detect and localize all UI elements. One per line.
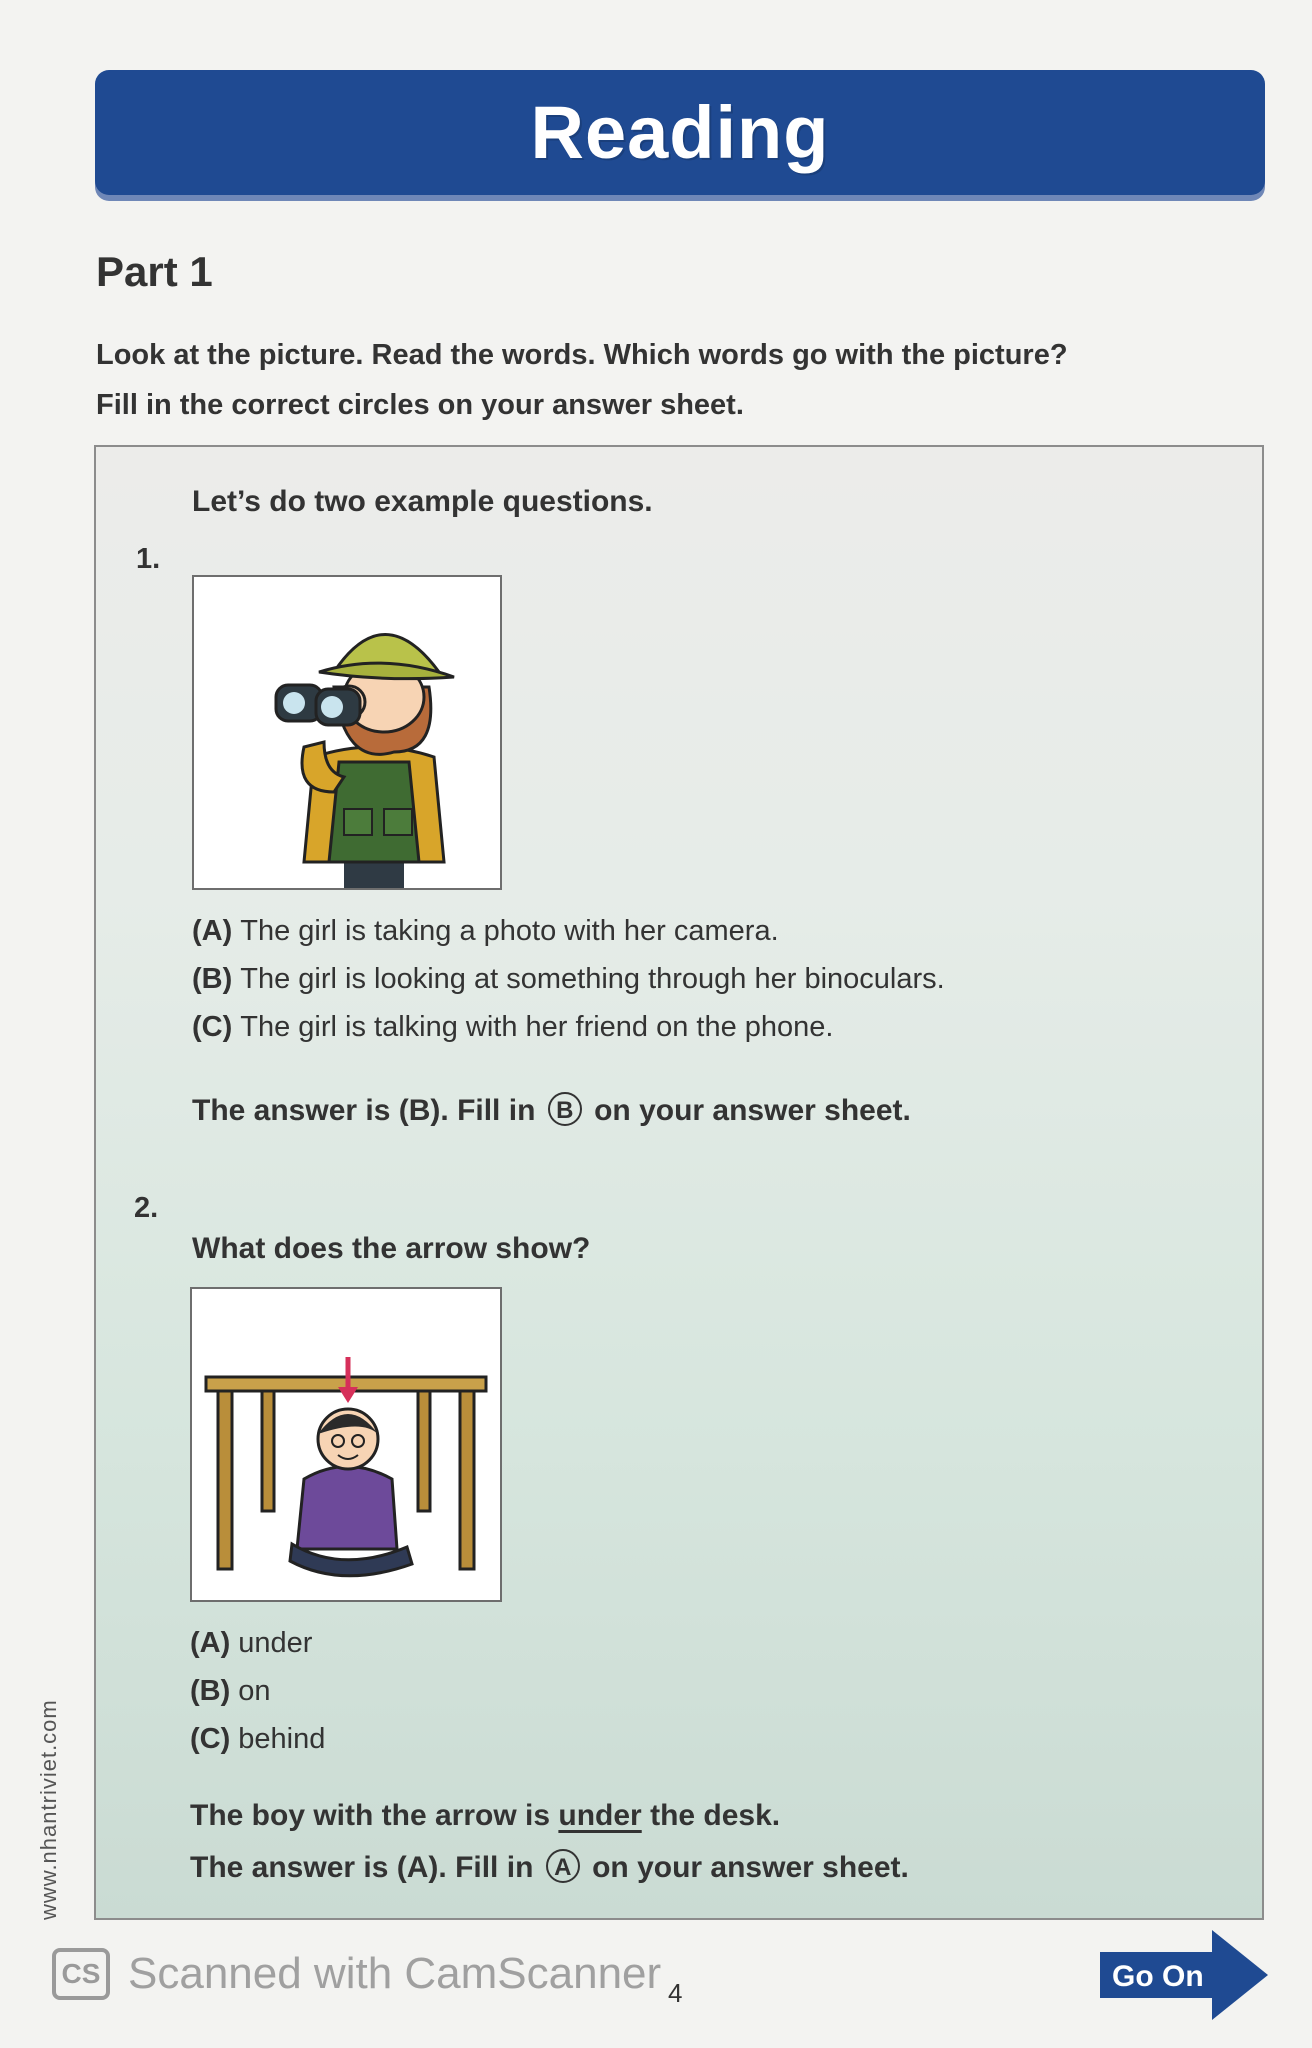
circled-letter-b: B [548,1092,582,1126]
circled-letter-a: A [546,1849,580,1883]
camscanner-logo-icon: CS [52,1948,110,2000]
question-2-options [190,1619,325,1763]
question-1-answer: The answer is (B). Fill in B on your answer sheet. [192,1094,911,1127]
question-1-options [192,907,945,1051]
question-2-prompt: What does the arrow show? [192,1232,591,1265]
option-c: (C) behind [190,1723,326,1755]
go-on-label: Go On [1112,1960,1204,1993]
girl-with-binoculars-icon [194,577,500,888]
question-1-picture [192,575,502,890]
option-a: (A) under [190,1627,313,1659]
page-number: 4 [668,1978,683,2008]
instructions [96,330,1068,430]
option-c: (C) The girl is talking with her friend on the phone. [192,1011,834,1043]
side-url: www.nhantriviet.com [36,1699,61,1920]
option-b: (B) The girl is looking at something through her binoculars. [192,963,945,995]
part-title: Part 1 [96,248,213,295]
question-2-picture [190,1287,502,1602]
camscanner-watermark [52,1948,661,2000]
option-b: (B) on [190,1675,271,1707]
question-2-explanation: The boy with the arrow is under the desk. [190,1799,781,1832]
instruction-line: Look at the picture. Read the words. Which words go with the picture? [96,339,1068,371]
title-banner [95,70,1265,195]
camscanner-text: Scanned with CamScanner [128,1949,662,1998]
question-number: 2. [134,1192,159,1224]
example-intro: Let’s do two example questions. [192,485,653,518]
question-number: 1. [136,543,161,575]
instruction-line: Fill in the correct circles on your answer sheet. [96,389,744,421]
example-box [94,445,1264,1920]
question-2-answer: The answer is (A). Fill in A on your answer sheet. [190,1851,909,1884]
page-title: Reading [530,91,830,174]
boy-under-desk-icon [192,1289,500,1600]
go-on-button[interactable] [1100,1930,1270,2020]
option-a: (A) The girl is taking a photo with her camera. [192,915,779,947]
